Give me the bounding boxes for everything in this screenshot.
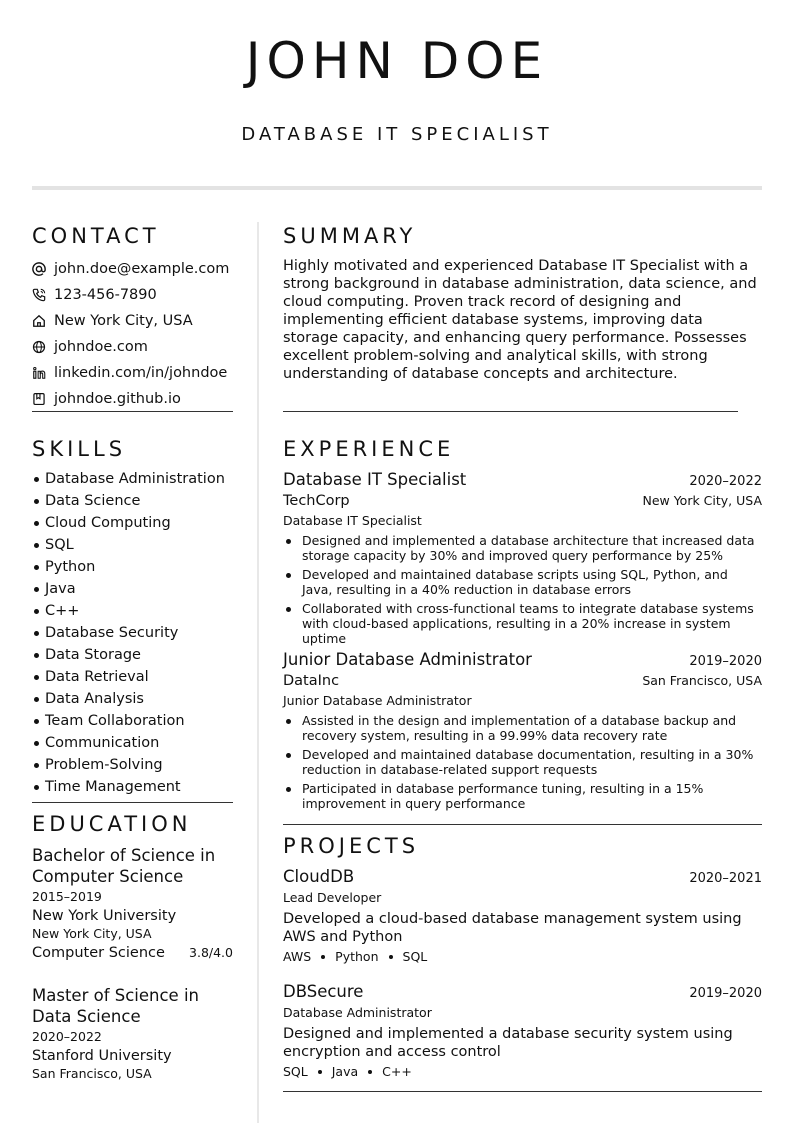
project-role: Lead Developer <box>283 890 382 905</box>
bullet-dot <box>34 719 39 724</box>
skill-item <box>32 710 233 732</box>
project-tag: SQL <box>283 1064 308 1079</box>
job-header <box>283 650 762 669</box>
skill-item <box>32 556 233 578</box>
job-location: San Francisco, USA <box>642 673 762 688</box>
projects-divider <box>283 1091 762 1092</box>
project-tag: C++ <box>382 1064 412 1079</box>
experience-heading: EXPERIENCE <box>283 437 455 461</box>
project-role: Database Administrator <box>283 1005 432 1020</box>
contact-website[interactable] <box>32 334 233 360</box>
skill-item <box>32 754 233 776</box>
project-entry <box>283 982 762 1079</box>
project-tags <box>283 1064 762 1079</box>
skill-label: Python <box>45 559 96 575</box>
contact-github[interactable] <box>32 386 233 412</box>
project-tag: AWS <box>283 949 312 964</box>
bullet-dot <box>34 697 39 702</box>
resume-job-title: DATABASE IT SPECIALIST <box>241 124 553 145</box>
skill-label: Time Management <box>45 779 181 795</box>
contact-linkedin[interactable] <box>32 360 233 386</box>
project-tag: SQL <box>402 949 428 964</box>
job-bullets <box>283 533 762 646</box>
bullet-dot <box>34 675 39 680</box>
skill-label: Data Analysis <box>45 691 144 707</box>
job-dates: 2020–2022 <box>689 474 762 489</box>
experience-entry <box>283 470 762 650</box>
job-role: Database IT Specialist <box>283 513 422 528</box>
project-dates: 2020–2021 <box>689 871 762 886</box>
skill-label: Data Science <box>45 493 141 509</box>
skill-label: Problem-Solving <box>45 757 163 773</box>
bullet-dot <box>34 609 39 614</box>
project-header <box>283 982 762 1001</box>
education-years: 2015–2019 <box>32 889 102 904</box>
contact-email-text: john.doe@example.com <box>54 261 230 277</box>
skill-label: Team Collaboration <box>45 713 185 729</box>
skill-item <box>32 578 233 600</box>
skill-item <box>32 666 233 688</box>
contact-phone[interactable] <box>32 282 233 308</box>
bullet-dot <box>34 499 39 504</box>
contact-location-text: New York City, USA <box>54 313 193 329</box>
skill-label: C++ <box>45 603 80 619</box>
bullet-dot <box>34 477 39 482</box>
education-degree: Master of Science in Data Science <box>32 986 199 1026</box>
skills-heading: SKILLS <box>32 437 127 461</box>
education-years: 2020–2022 <box>32 1029 102 1044</box>
contact-divider <box>32 411 233 412</box>
contact-heading: CONTACT <box>32 224 160 248</box>
skill-item <box>32 534 233 556</box>
education-degree: Bachelor of Science in Computer Science <box>32 846 216 886</box>
skill-item <box>32 688 233 710</box>
skill-item <box>32 512 233 534</box>
project-name: DBSecure <box>283 982 364 1001</box>
project-tag: Java <box>331 1064 359 1079</box>
job-title: Database IT Specialist <box>283 470 467 489</box>
skills-list <box>32 468 233 798</box>
project-header <box>283 867 762 886</box>
skill-label: Data Retrieval <box>45 669 149 685</box>
job-bullet: Participated in database performance tuning, resulting in a 15% improvement in query performance <box>283 781 762 811</box>
skill-label: Database Administration <box>45 471 225 487</box>
project-name: CloudDB <box>283 867 355 886</box>
skill-label: Communication <box>45 735 160 751</box>
skill-item <box>32 776 233 798</box>
project-entry <box>283 867 762 964</box>
skill-label: Java <box>45 581 76 597</box>
contact-github-text: johndoe.github.io <box>54 391 181 407</box>
job-title: Junior Database Administrator <box>283 650 532 669</box>
skill-label: Database Security <box>45 625 179 641</box>
education-field: Computer Science <box>32 945 165 961</box>
skill-item <box>32 468 233 490</box>
job-company-row <box>283 493 762 509</box>
resume-name: JOHN DOE <box>245 32 549 90</box>
skill-label: Data Storage <box>45 647 141 663</box>
job-dates: 2019–2020 <box>689 654 762 669</box>
project-dates: 2019–2020 <box>689 986 762 1001</box>
contact-list <box>32 256 233 412</box>
bullet-dot <box>34 763 39 768</box>
skill-item <box>32 490 233 512</box>
education-entry <box>32 985 233 1081</box>
projects-heading: PROJECTS <box>283 834 420 858</box>
job-bullet: Collaborated with cross-functional teams to integrate database systems with cloud-based applications, resulting in a 20% increase in system uptime <box>283 601 762 646</box>
project-description: Developed a cloud-based database management system using AWS and Python <box>283 911 742 945</box>
project-description: Designed and implemented a database security system using encryption and access control <box>283 1026 733 1060</box>
github-icon <box>32 392 54 406</box>
contact-phone-text: 123-456-7890 <box>54 287 157 303</box>
education-location: New York City, USA <box>32 926 152 941</box>
job-bullet: Developed and maintained database documentation, resulting in a 30% reduction in database-related support requests <box>283 747 762 777</box>
experience-entry <box>283 650 762 815</box>
job-bullet: Designed and implemented a database architecture that increased data storage capacity by 30% and improved query performance by 25% <box>283 533 762 563</box>
globe-icon <box>32 340 54 354</box>
education-location: San Francisco, USA <box>32 1066 152 1081</box>
contact-linkedin-text: linkedin.com/in/johndoe <box>54 365 228 381</box>
at-icon <box>32 262 54 276</box>
education-field-row <box>32 945 233 961</box>
job-location: New York City, USA <box>642 493 762 508</box>
job-bullet: Assisted in the design and implementation of a database backup and recovery system, resulting in a 99.99% data recovery rate <box>283 713 762 743</box>
education-school: New York University <box>32 908 177 924</box>
job-company: TechCorp <box>283 493 350 509</box>
education-gpa: 3.8/4.0 <box>189 945 233 960</box>
job-bullet: Developed and maintained database scripts using SQL, Python, and Java, resulting in a 40% reduction in database errors <box>283 567 762 597</box>
bullet-dot <box>34 565 39 570</box>
education-entry <box>32 845 233 961</box>
summary-text: Highly motivated and experienced Database IT Specialist with a strong background in database administration, data science, and cloud computing. Proven track record of designing and implementing efficient database systems, improving data storage capacity, and enhancing query performance. Possesses excellent problem-solving and analytical skills, with strong understanding of database concepts and architecture. <box>283 258 757 382</box>
skill-item <box>32 732 233 754</box>
job-header <box>283 470 762 489</box>
education-school: Stanford University <box>32 1048 172 1064</box>
bullet-dot <box>34 587 39 592</box>
phone-icon <box>32 288 54 302</box>
bullet-dot <box>34 653 39 658</box>
contact-email[interactable] <box>32 256 233 282</box>
summary-heading: SUMMARY <box>283 224 417 248</box>
bullet-dot <box>34 741 39 746</box>
bullet-dot <box>34 521 39 526</box>
linkedin-icon <box>32 366 54 380</box>
project-tags <box>283 949 762 964</box>
skill-item <box>32 644 233 666</box>
job-company: DataInc <box>283 673 340 689</box>
summary-divider <box>283 411 738 412</box>
home-icon <box>32 314 54 328</box>
job-bullets <box>283 713 762 811</box>
skill-item <box>32 600 233 622</box>
header-divider <box>32 186 762 190</box>
skill-item <box>32 622 233 644</box>
job-company-row <box>283 673 762 689</box>
project-tag: Python <box>335 949 379 964</box>
bullet-dot <box>34 785 39 790</box>
skill-label: SQL <box>45 537 74 553</box>
education-heading: EDUCATION <box>32 812 192 836</box>
bullet-dot <box>34 631 39 636</box>
skill-label: Cloud Computing <box>45 515 171 531</box>
contact-location <box>32 308 233 334</box>
skills-divider <box>32 802 233 803</box>
bullet-dot <box>34 543 39 548</box>
contact-website-text: johndoe.com <box>54 339 148 355</box>
column-divider <box>257 222 259 1123</box>
experience-divider <box>283 824 762 825</box>
job-role: Junior Database Administrator <box>283 693 472 708</box>
